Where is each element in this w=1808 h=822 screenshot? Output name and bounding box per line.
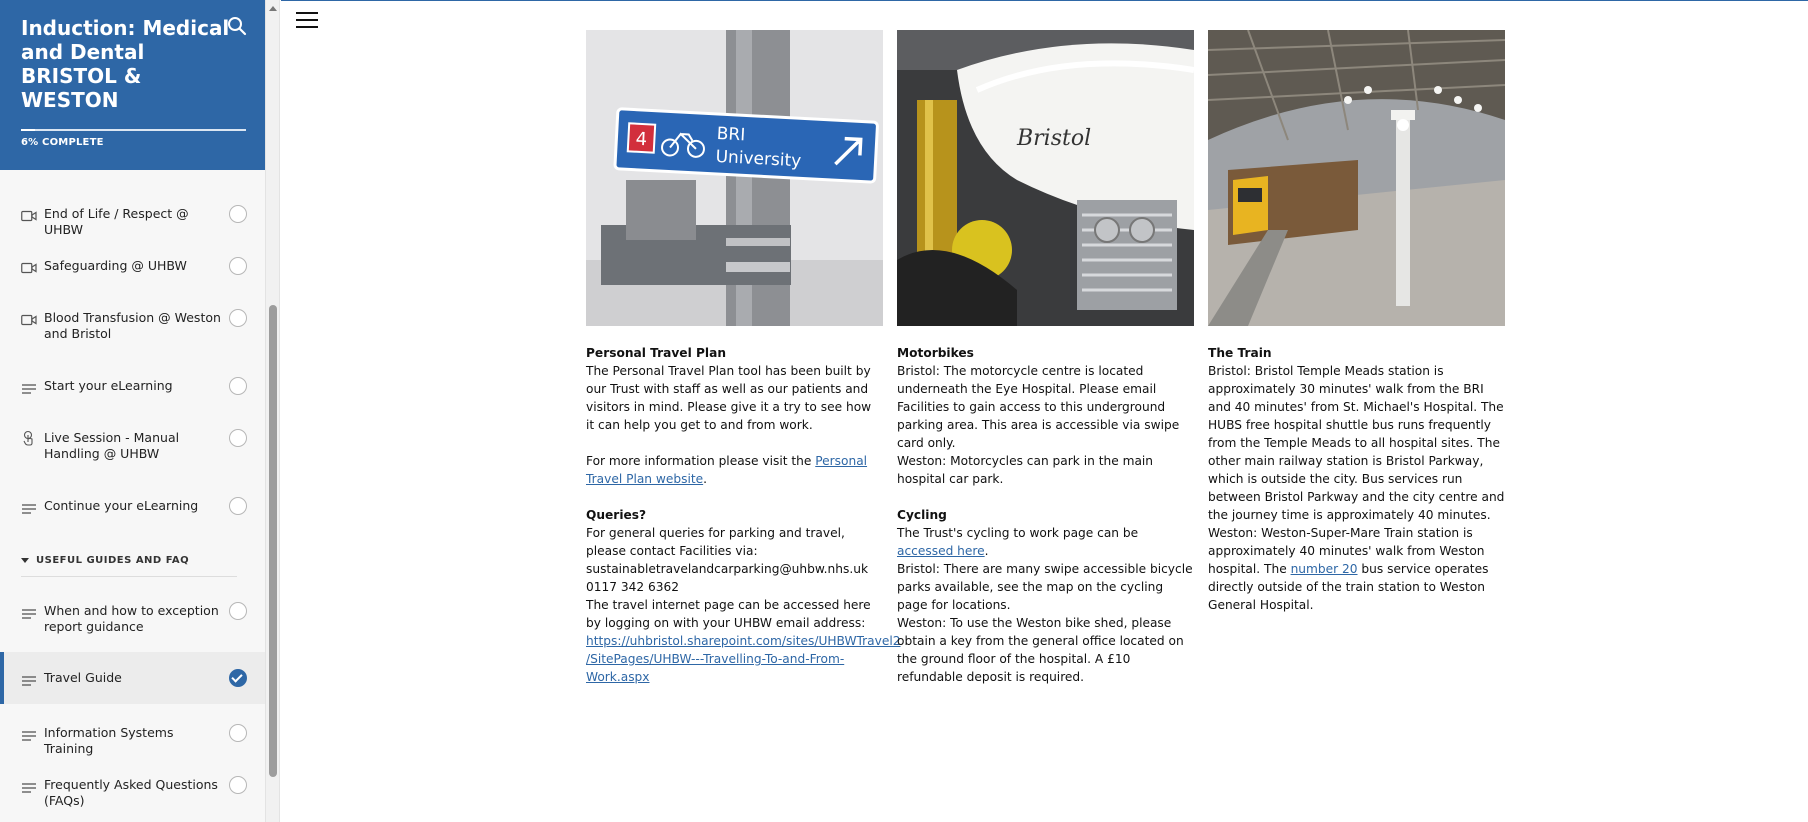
lesson-status-circle bbox=[229, 497, 247, 515]
personal-travel-plan-link[interactable]: Personal Travel Plan website bbox=[586, 454, 868, 486]
lines-icon bbox=[21, 605, 37, 619]
caret-down-icon bbox=[21, 558, 29, 563]
search-icon[interactable] bbox=[227, 16, 247, 36]
lines-icon bbox=[21, 672, 37, 686]
menu-hamburger-icon[interactable] bbox=[296, 12, 318, 30]
active-indicator bbox=[0, 652, 4, 704]
motorbikes-weston: Weston: Motorcycles can park in the main hospital car park. bbox=[897, 454, 1154, 486]
lesson-status-circle bbox=[229, 309, 247, 327]
sign-line2: University bbox=[715, 146, 802, 172]
cycling-bristol: Bristol: There are many swipe accessible bicycle parks available, see the map on the cycling page for locations. bbox=[897, 562, 1193, 612]
lines-icon bbox=[21, 779, 37, 793]
lesson-travel-guide[interactable] bbox=[0, 652, 266, 704]
lesson-status-circle bbox=[229, 429, 247, 447]
queries-phone: 0117 342 6362 bbox=[586, 580, 680, 594]
top-border bbox=[281, 0, 1808, 1]
scroll-up-arrow-icon[interactable] bbox=[269, 6, 277, 11]
video-icon bbox=[21, 259, 37, 273]
motorbikes-text bbox=[897, 344, 1194, 686]
sharepoint-travel-link[interactable]: https://uhbristol.sharepoint.com/sites/UHBWTravel2 /SitePages/UHBW---Travelling-To-and-From- Work.aspx bbox=[586, 634, 901, 684]
section-label: USEFUL GUIDES AND FAQ bbox=[36, 555, 190, 566]
bri-university-sign-image bbox=[586, 30, 883, 326]
column-personal-travel-plan bbox=[586, 30, 901, 686]
train-bristol: Bristol: Bristol Temple Meads station is approximately 30 minutes' walk from the BRI and 40 minutes' from St. Michael's Hospital. The HUBS free hospital shuttle bus runs frequently from the Temple Meads to all hospital sites. The other main railway station is Bristol Parkway, which is outside the city. Bus services run between Bristol Parkway and the city centre and the journey time is approximately 40 minutes. bbox=[1208, 364, 1505, 522]
lesson-status-circle bbox=[229, 776, 247, 794]
course-sidebar bbox=[0, 0, 266, 822]
cycling-accessed-here-link[interactable]: accessed here bbox=[897, 544, 985, 558]
lesson-end-of-life[interactable] bbox=[0, 200, 266, 237]
course-title: Induction: Medical and Dental BRISTOL & WESTON bbox=[21, 16, 230, 112]
lesson-label: Safeguarding @ UHBW bbox=[44, 258, 187, 273]
train-heading: The Train bbox=[1208, 346, 1272, 360]
travel-plan-text bbox=[586, 344, 901, 686]
cycling-intro: The Trust's cycling to work page can be accessed here. bbox=[897, 526, 1139, 558]
touch-icon bbox=[21, 430, 37, 444]
lesson-exception-report[interactable] bbox=[0, 597, 266, 637]
lesson-status-circle bbox=[229, 377, 247, 395]
train-text bbox=[1208, 344, 1505, 614]
lesson-label: Start your eLearning bbox=[44, 378, 173, 393]
queries-email: sustainabletravelandcarparking@uhbw.nhs.uk bbox=[586, 562, 869, 576]
temple-meads-station-image bbox=[1208, 30, 1505, 326]
travel-plan-more-info: For more information please visit the Personal Travel Plan website. bbox=[586, 454, 868, 486]
lesson-label: Continue your eLearning bbox=[44, 498, 199, 513]
train-weston: Weston: Weston-Super-Mare Train station is approximately 40 minutes' walk from Weston hospital. The number 20 bus service operates directly outside of the train station to Weston General Hospital. bbox=[1208, 526, 1489, 612]
scrollbar-thumb[interactable] bbox=[269, 305, 277, 777]
video-icon bbox=[21, 311, 37, 325]
video-icon bbox=[21, 207, 37, 221]
progress-bar-fill bbox=[21, 129, 35, 131]
sign-line1: BRI bbox=[716, 123, 746, 146]
lesson-label: When and how to exception report guidance bbox=[44, 603, 219, 634]
lesson-label: Information Systems Training bbox=[44, 725, 174, 756]
lines-icon bbox=[21, 380, 37, 394]
column-motorbikes-cycling bbox=[897, 30, 1194, 686]
lesson-label: Blood Transfusion @ Weston and Bristol bbox=[44, 310, 221, 341]
complete-check-icon bbox=[229, 669, 247, 687]
lesson-safeguarding[interactable] bbox=[0, 252, 266, 282]
lesson-label: End of Life / Respect @ UHBW bbox=[44, 206, 189, 237]
lesson-status-circle bbox=[229, 602, 247, 620]
lines-icon bbox=[21, 727, 37, 741]
cycling-heading: Cycling bbox=[897, 508, 947, 522]
sidebar-scrollbar[interactable] bbox=[266, 0, 280, 822]
travel-plan-heading: Personal Travel Plan bbox=[586, 346, 727, 360]
number-20-bus-link[interactable]: number 20 bbox=[1290, 562, 1358, 576]
lesson-label: Travel Guide bbox=[44, 670, 122, 685]
tank-text: Bristol bbox=[1017, 126, 1092, 151]
lesson-information-systems[interactable] bbox=[0, 719, 266, 756]
lesson-continue-elearning[interactable] bbox=[0, 492, 266, 522]
bristol-motorcycle-image bbox=[897, 30, 1194, 326]
lesson-status-circle bbox=[229, 724, 247, 742]
cycling-weston: Weston: To use the Weston bike shed, please obtain a key from the general office located on the ground floor of the hospital. A £10 refundable deposit is required. bbox=[897, 616, 1184, 684]
lesson-live-manual-handling[interactable] bbox=[0, 424, 266, 464]
progress-label: 6% COMPLETE bbox=[21, 137, 104, 148]
column-the-train bbox=[1208, 30, 1505, 614]
queries-contact-text: For general queries for parking and travel, please contact Facilities via: bbox=[586, 526, 845, 558]
lesson-start-elearning[interactable] bbox=[0, 372, 266, 402]
lesson-status-circle bbox=[229, 205, 247, 223]
motorbikes-bristol: Bristol: The motorcycle centre is located underneath the Eye Hospital. Please email Facilities to gain access to this underground parking area. This area is accessible via swipe card only. bbox=[897, 364, 1180, 450]
queries-intranet-text: The travel internet page can be accessed here by logging on with your UHBW email address: bbox=[586, 598, 871, 630]
lines-icon bbox=[21, 500, 37, 514]
lesson-label: Live Session - Manual Handling @ UHBW bbox=[44, 430, 180, 461]
progress-bar bbox=[21, 129, 246, 131]
travel-plan-intro: The Personal Travel Plan tool has been built by our Trust with staff as well as our patients and visitors in mind. Please give it a try to see how it can help you get to and from work. bbox=[586, 364, 872, 432]
motorbikes-heading: Motorbikes bbox=[897, 346, 974, 360]
sign-number: 4 bbox=[635, 128, 648, 151]
lesson-faqs[interactable] bbox=[0, 771, 266, 811]
sidebar-header bbox=[0, 0, 266, 170]
queries-heading: Queries? bbox=[586, 508, 647, 522]
section-useful-guides-toggle[interactable] bbox=[21, 551, 237, 577]
lesson-label: Frequently Asked Questions (FAQs) bbox=[44, 777, 218, 808]
lesson-status-circle bbox=[229, 257, 247, 275]
lesson-blood-transfusion[interactable] bbox=[0, 304, 266, 344]
